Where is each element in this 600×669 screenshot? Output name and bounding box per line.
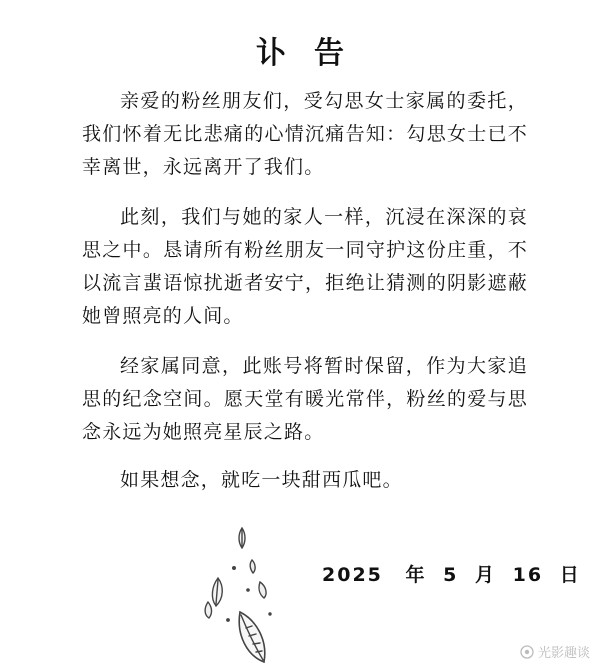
watermark-text: 光影趣谈: [537, 646, 590, 661]
paragraph-1: 亲爱的粉丝朋友们，受勾思女士家属的委托，我们怀着无比悲痛的心情沉痛告知：勾思女士已不幸离世，永远离开了我们。: [82, 90, 528, 178]
paragraph-4: 如果想念，就吃一块甜西瓜吧。: [120, 469, 403, 491]
date-month-char: 月: [475, 564, 497, 586]
date-month: 5: [443, 564, 459, 586]
page-title: 讣告: [256, 36, 372, 71]
paragraph-2: 此刻，我们与她的家人一样，沉浸在深深的哀思之中。恳请所有粉丝朋友一同守护这份庄重，不以流言蜚语惊扰逝者安宁，拒绝让猜测的阴影遮蔽她曾照亮的人间。: [82, 206, 528, 327]
date-line: [322, 560, 589, 587]
date-day: 16: [512, 564, 544, 586]
paragraph-3: 经家属同意，此账号将暂时保留，作为大家追思的纪念空间。愿天堂有暖光常伴，粉丝的爱与思念永远为她照亮星辰之路。: [82, 355, 528, 443]
date-year: 2025: [322, 564, 383, 586]
camera-logo-icon: [520, 645, 534, 659]
falling-leaves-icon: [190, 520, 300, 669]
watermark: [520, 642, 590, 661]
date-year-char: 年: [405, 564, 427, 586]
date-day-char: 日: [559, 564, 581, 586]
